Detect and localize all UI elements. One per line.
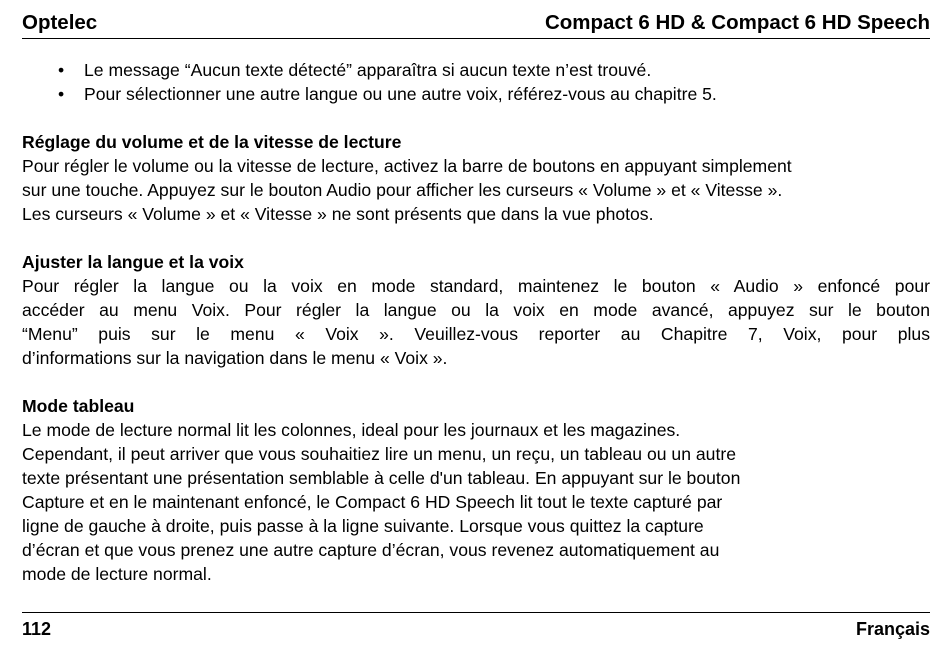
section-volume-speed xyxy=(22,130,930,226)
paragraph-line: d’écran et que vous prenez une autre capture d’écran, vous revenez automatiquement au xyxy=(22,540,720,560)
header-brand: Optelec xyxy=(22,11,98,34)
bullet-icon xyxy=(22,82,84,106)
paragraph-line: “Menu” puis sur le menu « Voix ». Veuillez-vous reporter au Chapitre 7, Voix, pour plus xyxy=(22,324,930,344)
bullet-icon xyxy=(22,58,84,82)
list-item xyxy=(22,82,930,106)
paragraph-line: Pour régler le volume ou la vitesse de lecture, activez la barre de boutons en appuyant simplement xyxy=(22,156,792,176)
paragraph-line: texte présentant une présentation semblable à celle d'un tableau. En appuyant sur le bouton xyxy=(22,468,741,488)
paragraph-line: ligne de gauche à droite, puis passe à la ligne suivante. Lorsque vous quittez la capture xyxy=(22,516,704,536)
paragraph-line: mode de lecture normal. xyxy=(22,564,212,584)
paragraph-line: sur une touche. Appuyez sur le bouton Audio pour afficher les curseurs « Volume » et « Vitesse ». xyxy=(22,180,783,200)
bullet-text: Pour sélectionner une autre langue ou une autre voix, référez-vous au chapitre 5. xyxy=(84,84,717,104)
header-product-title: Compact 6 HD & Compact 6 HD Speech xyxy=(544,11,930,34)
section-language-voice xyxy=(22,250,930,370)
paragraph-line: d’informations sur la navigation dans le menu « Voix ». xyxy=(22,348,448,368)
paragraph-line: Le mode de lecture normal lit les colonnes, ideal pour les journaux et les magazines. xyxy=(22,420,681,440)
page-content xyxy=(22,58,930,586)
page-header xyxy=(22,8,930,39)
paragraph-line: Cependant, il peut arriver que vous souhaitiez lire un menu, un reçu, un tableau ou un autre xyxy=(22,444,736,464)
section-table-mode xyxy=(22,394,930,586)
paragraph-line: Pour régler la langue ou la voix en mode standard, maintenez le bouton « Audio » enfoncé pour xyxy=(22,276,930,296)
section-heading: Mode tableau xyxy=(22,396,135,416)
paragraph-line: Capture et en le maintenant enfoncé, le Compact 6 HD Speech lit tout le texte capturé par xyxy=(22,492,723,512)
page-footer xyxy=(22,612,930,645)
list-item xyxy=(22,58,930,82)
bullet-text: Le message “Aucun texte détecté” apparaîtra si aucun texte n’est trouvé. xyxy=(84,60,652,80)
section-heading: Ajuster la langue et la voix xyxy=(22,252,244,272)
paragraph-line: Les curseurs « Volume » et « Vitesse » ne sont présents que dans la vue photos. xyxy=(22,204,654,224)
bullet-list xyxy=(22,58,930,106)
footer-language: Français xyxy=(855,618,930,639)
section-heading: Réglage du volume et de la vitesse de lecture xyxy=(22,132,402,152)
paragraph-line: accéder au menu Voix. Pour régler la langue ou la voix en mode avancé, appuyez sur le bouton xyxy=(22,300,930,320)
page-number: 112 xyxy=(22,618,52,639)
